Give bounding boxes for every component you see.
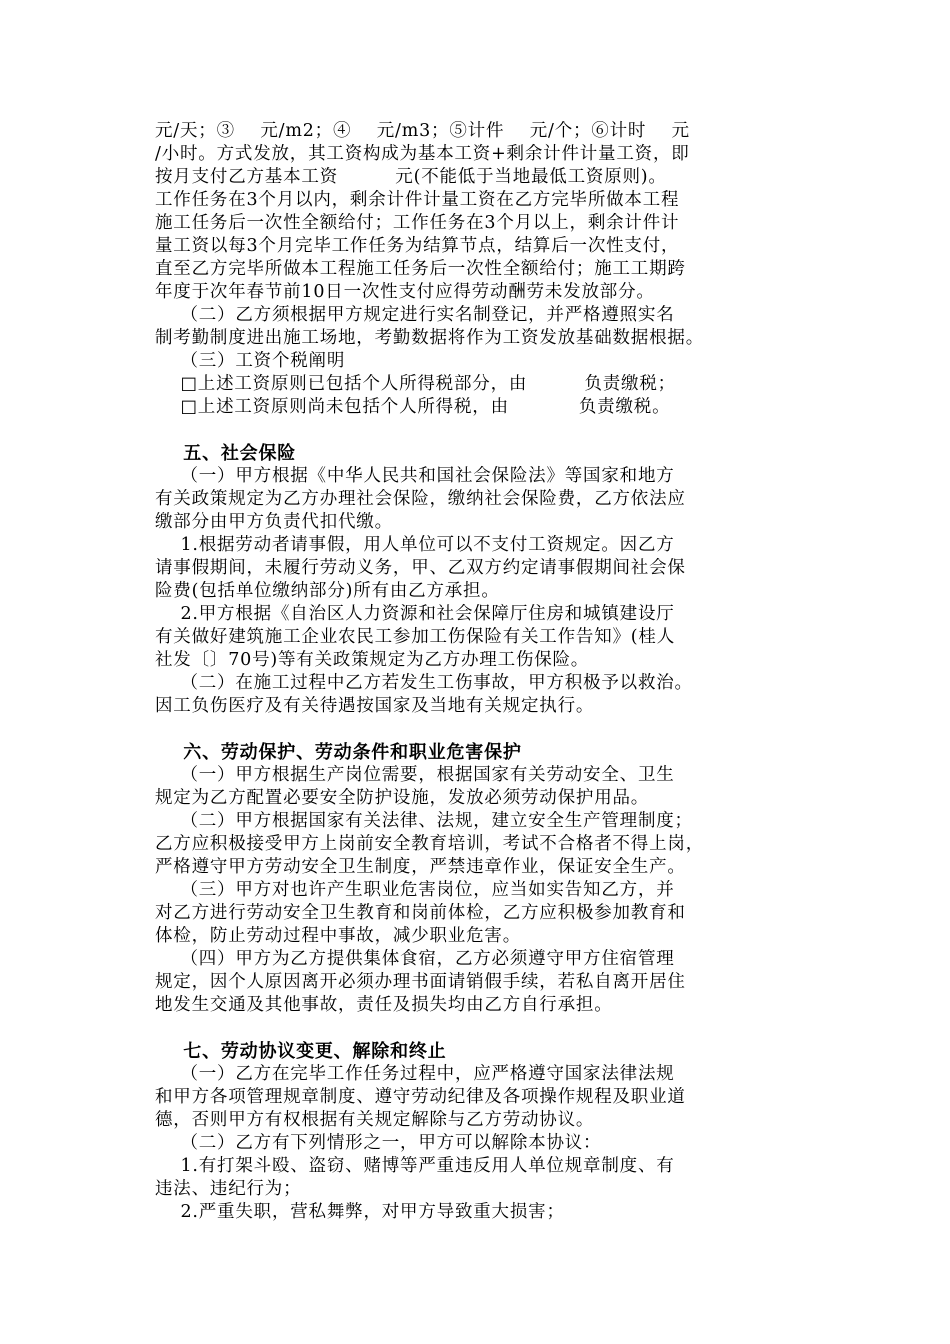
text-line: □上述工资原则已包括个人所得税部分，由 负责缴税； (155, 374, 676, 394)
text-line: 乙方应积极接受甲方上岗前安全教育培训，考试不合格者不得上岗， (155, 834, 704, 854)
paragraph (155, 1132, 810, 1155)
text-line: （二）乙方有下列情形之一，甲方可以解除本协议： (155, 1133, 602, 1153)
text-line: □上述工资原则尚未包括个人所得税，由 负责缴税。 (155, 397, 671, 417)
paragraph (155, 810, 810, 879)
text-line: 施工任务后一次性全额给付；工作任务在3个月以上，剩余计件计 (155, 213, 680, 233)
text-line: 1.有打架斗殴、盗窃、赌博等严重违反用人单位规章制度、有 (155, 1156, 675, 1176)
text-line: （一）甲方根据生产岗位需要，根据国家有关劳动安全、卫生 (155, 765, 675, 785)
paragraph (155, 534, 810, 603)
text-line: 请事假期间，未履行劳动义务，甲、乙双方约定请事假期间社会保 (155, 558, 686, 578)
text-line: 因工负伤医疗及有关待遇按国家及当地有关规定执行。 (155, 696, 595, 716)
text-line: 和甲方各项管理规章制度、遵守劳动纪律及各项操作规程及职业道 (155, 1087, 686, 1107)
text-line: （三）工资个税阐明 (155, 351, 346, 371)
paragraph (155, 120, 810, 304)
text-line: 按月支付乙方基本工资 元(不能低于当地最低工资原则)。 (155, 167, 667, 187)
text-line: 有关政策规定为乙方办理社会保险，缴纳社会保险费，乙方依法应 (155, 489, 686, 509)
text-line: （二）甲方根据国家有关法律、法规，建立安全生产管理制度； (155, 811, 693, 831)
text-line: （四）甲方为乙方提供集体食宿，乙方必须遵守甲方住宿管理 (155, 949, 675, 969)
paragraph (155, 764, 810, 810)
text-line: 2.严重失职，营私舞弊，对甲方导致重大损害； (155, 1202, 565, 1222)
text-line: 严格遵守甲方劳动安全卫生制度，严禁违章作业，保证安全生产。 (155, 857, 686, 877)
text-line: （二）在施工过程中乙方若发生工伤事故，甲方积极予以救治。 (155, 673, 693, 693)
text-line: 规定为乙方配置必要安全防护设施，发放必须劳动保护用品。 (155, 788, 650, 808)
section-spacer (155, 1017, 810, 1040)
text-line: /小时。方式发放，其工资构成为基本工资+剩余计件计量工资，即 (155, 144, 690, 164)
text-line: 1.根据劳动者请事假，用人单位可以不支付工资规定。因乙方 (155, 535, 675, 555)
text-line: 规定，因个人原因离开必须办理书面请销假手续，若私自离开居住 (155, 972, 686, 992)
text-line: 工作任务在3个月以内，剩余计件计量工资在乙方完毕所做本工程 (155, 190, 680, 210)
paragraph (155, 948, 810, 1017)
text-line: 地发生交通及其他事故，责任及损失均由乙方自行承担。 (155, 995, 613, 1015)
text-line: 社发〔〕70号)等有关政策规定为乙方办理工伤保险。 (155, 650, 590, 670)
text-line: 缴部分由甲方负责代扣代缴。 (155, 512, 393, 532)
section-heading: 六、劳动保护、劳动条件和职业危害保护 (155, 742, 522, 763)
section-heading: 五、社会保险 (155, 443, 297, 464)
text-line: 德，否则甲方有权根据有关规定解除与乙方劳动协议。 (155, 1110, 595, 1130)
paragraph (155, 1155, 810, 1201)
paragraph (155, 672, 810, 718)
text-line: 有关做好建筑施工企业农民工参加工伤保险有关工作告知》(桂人 (155, 627, 676, 647)
section-heading: 七、劳动协议变更、解除和终止 (155, 1041, 447, 1062)
text-line: （一）乙方在完毕工作任务过程中，应严格遵守国家法律法规 (155, 1064, 675, 1084)
text-line: （二）乙方须根据甲方规定进行实名制登记，并严格遵照实名 (155, 305, 675, 325)
paragraph (155, 879, 810, 948)
paragraph (155, 1201, 810, 1224)
paragraph (155, 465, 810, 534)
text-line: 体检，防止劳动过程中事故，减少职业危害。 (155, 926, 521, 946)
paragraph (155, 304, 810, 350)
text-line: 元/天；③ 元/m2；④ 元/m3；⑤计件 元/个；⑥计时 元 (155, 121, 690, 141)
paragraph (155, 1063, 810, 1132)
text-line: 年度于次年春节前10日一次性支付应得劳动酬劳未发放部分。 (155, 282, 655, 302)
text-line: 2.甲方根据《自治区人力资源和社会保障厅住房和城镇建设厅 (155, 604, 675, 624)
text-line: 制考勤制度进出施工场地，考勤数据将作为工资发放基础数据根据。 (155, 328, 704, 348)
text-line: 直至乙方完毕所做本工程施工任务后一次性全额给付；施工工期跨 (155, 259, 686, 279)
paragraph (155, 603, 810, 672)
text-line: 对乙方进行劳动安全卫生教育和岗前体检，乙方应积极参加教育和 (155, 903, 686, 923)
text-line: （三）甲方对也许产生职业危害岗位，应当如实告知乙方，并 (155, 880, 675, 900)
text-line: 险费(包括单位缴纳部分)所有由乙方承担。 (155, 581, 500, 601)
paragraph (155, 350, 810, 419)
text-line: 量工资以每3个月完毕工作任务为结算节点，结算后一次性支付， (155, 236, 680, 256)
section-spacer (155, 718, 810, 741)
text-line: 违法、违纪行为； (155, 1179, 302, 1199)
text-line: （一）甲方根据《中华人民共和国社会保险法》等国家和地方 (155, 466, 675, 486)
section-spacer (155, 419, 810, 442)
